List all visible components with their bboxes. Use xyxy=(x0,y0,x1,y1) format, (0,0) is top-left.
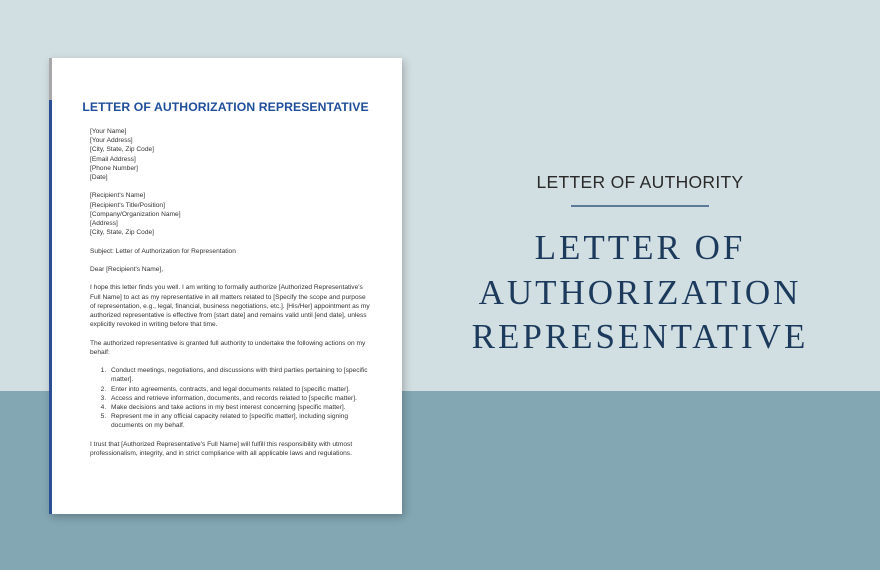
list-item: 2. Enter into agreements, contracts, and legal documents related to [specific matter]. xyxy=(108,385,370,394)
list-item: 5. Represent me in any official capacity related to [specific matter], including signing documents on my behalf. xyxy=(108,412,370,430)
sender-block xyxy=(90,127,370,182)
sender-line: [Your Address] xyxy=(90,137,133,145)
document-edge-accent xyxy=(49,100,52,514)
list-item: 3. Access and retrieve information, documents, and records related to [specific matter]. xyxy=(108,394,370,403)
document-edge-gray xyxy=(49,58,52,100)
banner-title-line: LETTER OF xyxy=(534,228,746,267)
recipient-line: [Recipient's Title/Position] xyxy=(90,201,165,209)
banner-title-line: AUTHORIZATION xyxy=(478,272,802,312)
document-title: LETTER OF AUTHORIZATION REPRESENTATIVE xyxy=(82,100,369,114)
sender-line: [City, State, Zip Code] xyxy=(90,146,155,154)
document-preview xyxy=(49,58,402,514)
paragraph-closing: I trust that [Authorized Representative's Full Name] will fulfill this responsibility with utmost professionalism, integrity, and in strict compliance with all applicable laws and regulations. xyxy=(90,440,353,457)
actions-list xyxy=(90,366,370,430)
document-body xyxy=(90,127,370,458)
salutation: Dear [Recipient's Name], xyxy=(90,266,164,273)
recipient-line: [Company/Organization Name] xyxy=(90,210,181,218)
sender-line: [Your Name] xyxy=(90,128,127,135)
subject-line: Subject: Letter of Authorization for Representation xyxy=(90,247,236,255)
recipient-line: [Recipient's Name] xyxy=(90,192,146,200)
recipient-line: [City, State, Zip Code] xyxy=(90,229,155,237)
sender-line: [Phone Number] xyxy=(90,164,139,172)
banner-title xyxy=(460,226,820,360)
list-item: 1. Conduct meetings, negotiations, and discussions with third parties pertaining to [specific matter]. xyxy=(108,366,370,384)
banner-title-line: REPRESENTATIVE xyxy=(471,317,809,356)
sender-line: [Email Address] xyxy=(90,155,136,163)
list-item: 4. Make decisions and take actions in my best interest concerning [specific matter]. xyxy=(108,403,370,412)
recipient-block xyxy=(90,191,370,237)
paragraph-intro: I hope this letter finds you well. I am writing to formally authorize [Authorized Representative's Full Name] to act as my representative in all matters related to [Specify the scope and purpose of representation, e.g., legal, financial, business negotiations, etc.]. [His/Her] appointment as my authorized representative is effective from [start date] and remains valid until [end date], unless explicitly revoked in writing before that time. xyxy=(90,284,370,329)
banner-divider xyxy=(571,205,709,207)
banner-subtitle: LETTER OF AUTHORITY xyxy=(536,172,744,192)
sender-line: [Date] xyxy=(90,174,108,182)
paragraph-authority: The authorized representative is granted full authority to undertake the following actions on my behalf: xyxy=(90,339,366,356)
recipient-line: [Address] xyxy=(90,220,118,228)
